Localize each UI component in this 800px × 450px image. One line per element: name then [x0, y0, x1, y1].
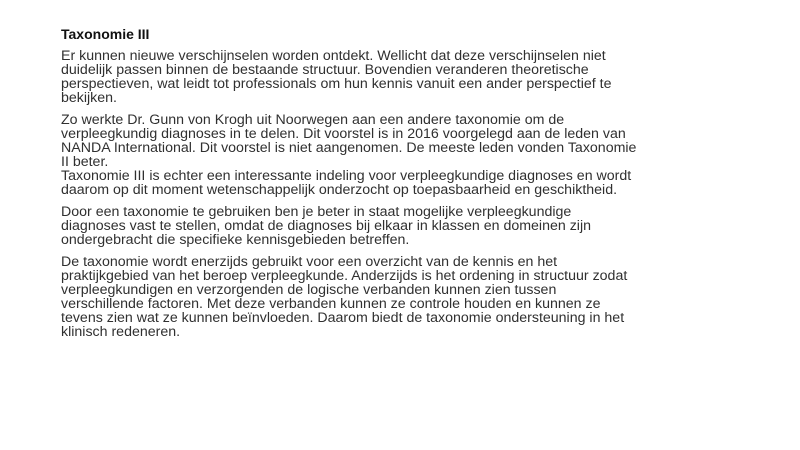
- paragraph-line: Er kunnen nieuwe verschijnselen worden ontdekt. Wellicht dat deze verschijnselen niet: [61, 48, 606, 64]
- paragraph-line: verpleegkundigen en verzorgenden de logische verbanden kunnen zien tussen: [61, 282, 557, 298]
- paragraph-line: duidelijk passen binnen de bestaande structuur. Bovendien veranderen theoretische: [61, 62, 589, 78]
- paragraph-line: bekijken.: [61, 90, 117, 106]
- paragraph-line: diagnoses vast te stellen, omdat de diagnoses bij elkaar in klassen en domeinen zijn: [61, 218, 591, 234]
- document-body: [61, 26, 741, 347]
- paragraph-4: [61, 255, 741, 339]
- paragraph-3: [61, 205, 741, 247]
- paragraph-line: De taxonomie wordt enerzijds gebruikt voor een overzicht van de kennis en het: [61, 254, 558, 270]
- paragraph-line: praktijkgebied van het beroep verpleegkunde. Anderzijds is het ordening in structuur zodat: [61, 268, 628, 284]
- paragraph-line: Door een taxonomie te gebruiken ben je beter in staat mogelijke verpleegkundige: [61, 204, 572, 220]
- paragraph-line: perspectieven, wat leidt tot professionals om hun kennis vanuit een ander perspectief te: [61, 76, 612, 92]
- paragraph-2: [61, 113, 741, 197]
- paragraph-line: klinisch redeneren.: [61, 324, 181, 340]
- paragraph-line: tevens zien wat ze kunnen beïnvloeden. Daarom biedt de taxonomie ondersteuning in het: [61, 310, 625, 326]
- paragraph-line: ondergebracht die specifieke kennisgebieden betreffen.: [61, 232, 410, 248]
- paragraph-line: daarom op dit moment wetenschappelijk onderzocht op toepasbaarheid en geschiktheid.: [61, 182, 618, 198]
- paragraph-line: verpleegkundig diagnoses in te delen. Dit voorstel is in 2016 voorgelegd aan de leden van: [61, 126, 626, 142]
- document-title: Taxonomie III: [61, 26, 150, 42]
- paragraph-line: NANDA International. Dit voorstel is niet aangenomen. De meeste leden vonden Taxonomie: [61, 140, 637, 156]
- paragraph-line: verschillende factoren. Met deze verbanden kunnen ze controle houden en kunnen ze: [61, 296, 601, 312]
- paragraph-1: [61, 49, 741, 105]
- paragraph-line: II beter.: [61, 154, 109, 170]
- paragraph-line: Taxonomie III is echter een interessante indeling voor verpleegkundige diagnoses en wordt: [61, 168, 632, 184]
- paragraph-line: Zo werkte Dr. Gunn von Krogh uit Noorwegen aan een andere taxonomie om de: [61, 112, 565, 128]
